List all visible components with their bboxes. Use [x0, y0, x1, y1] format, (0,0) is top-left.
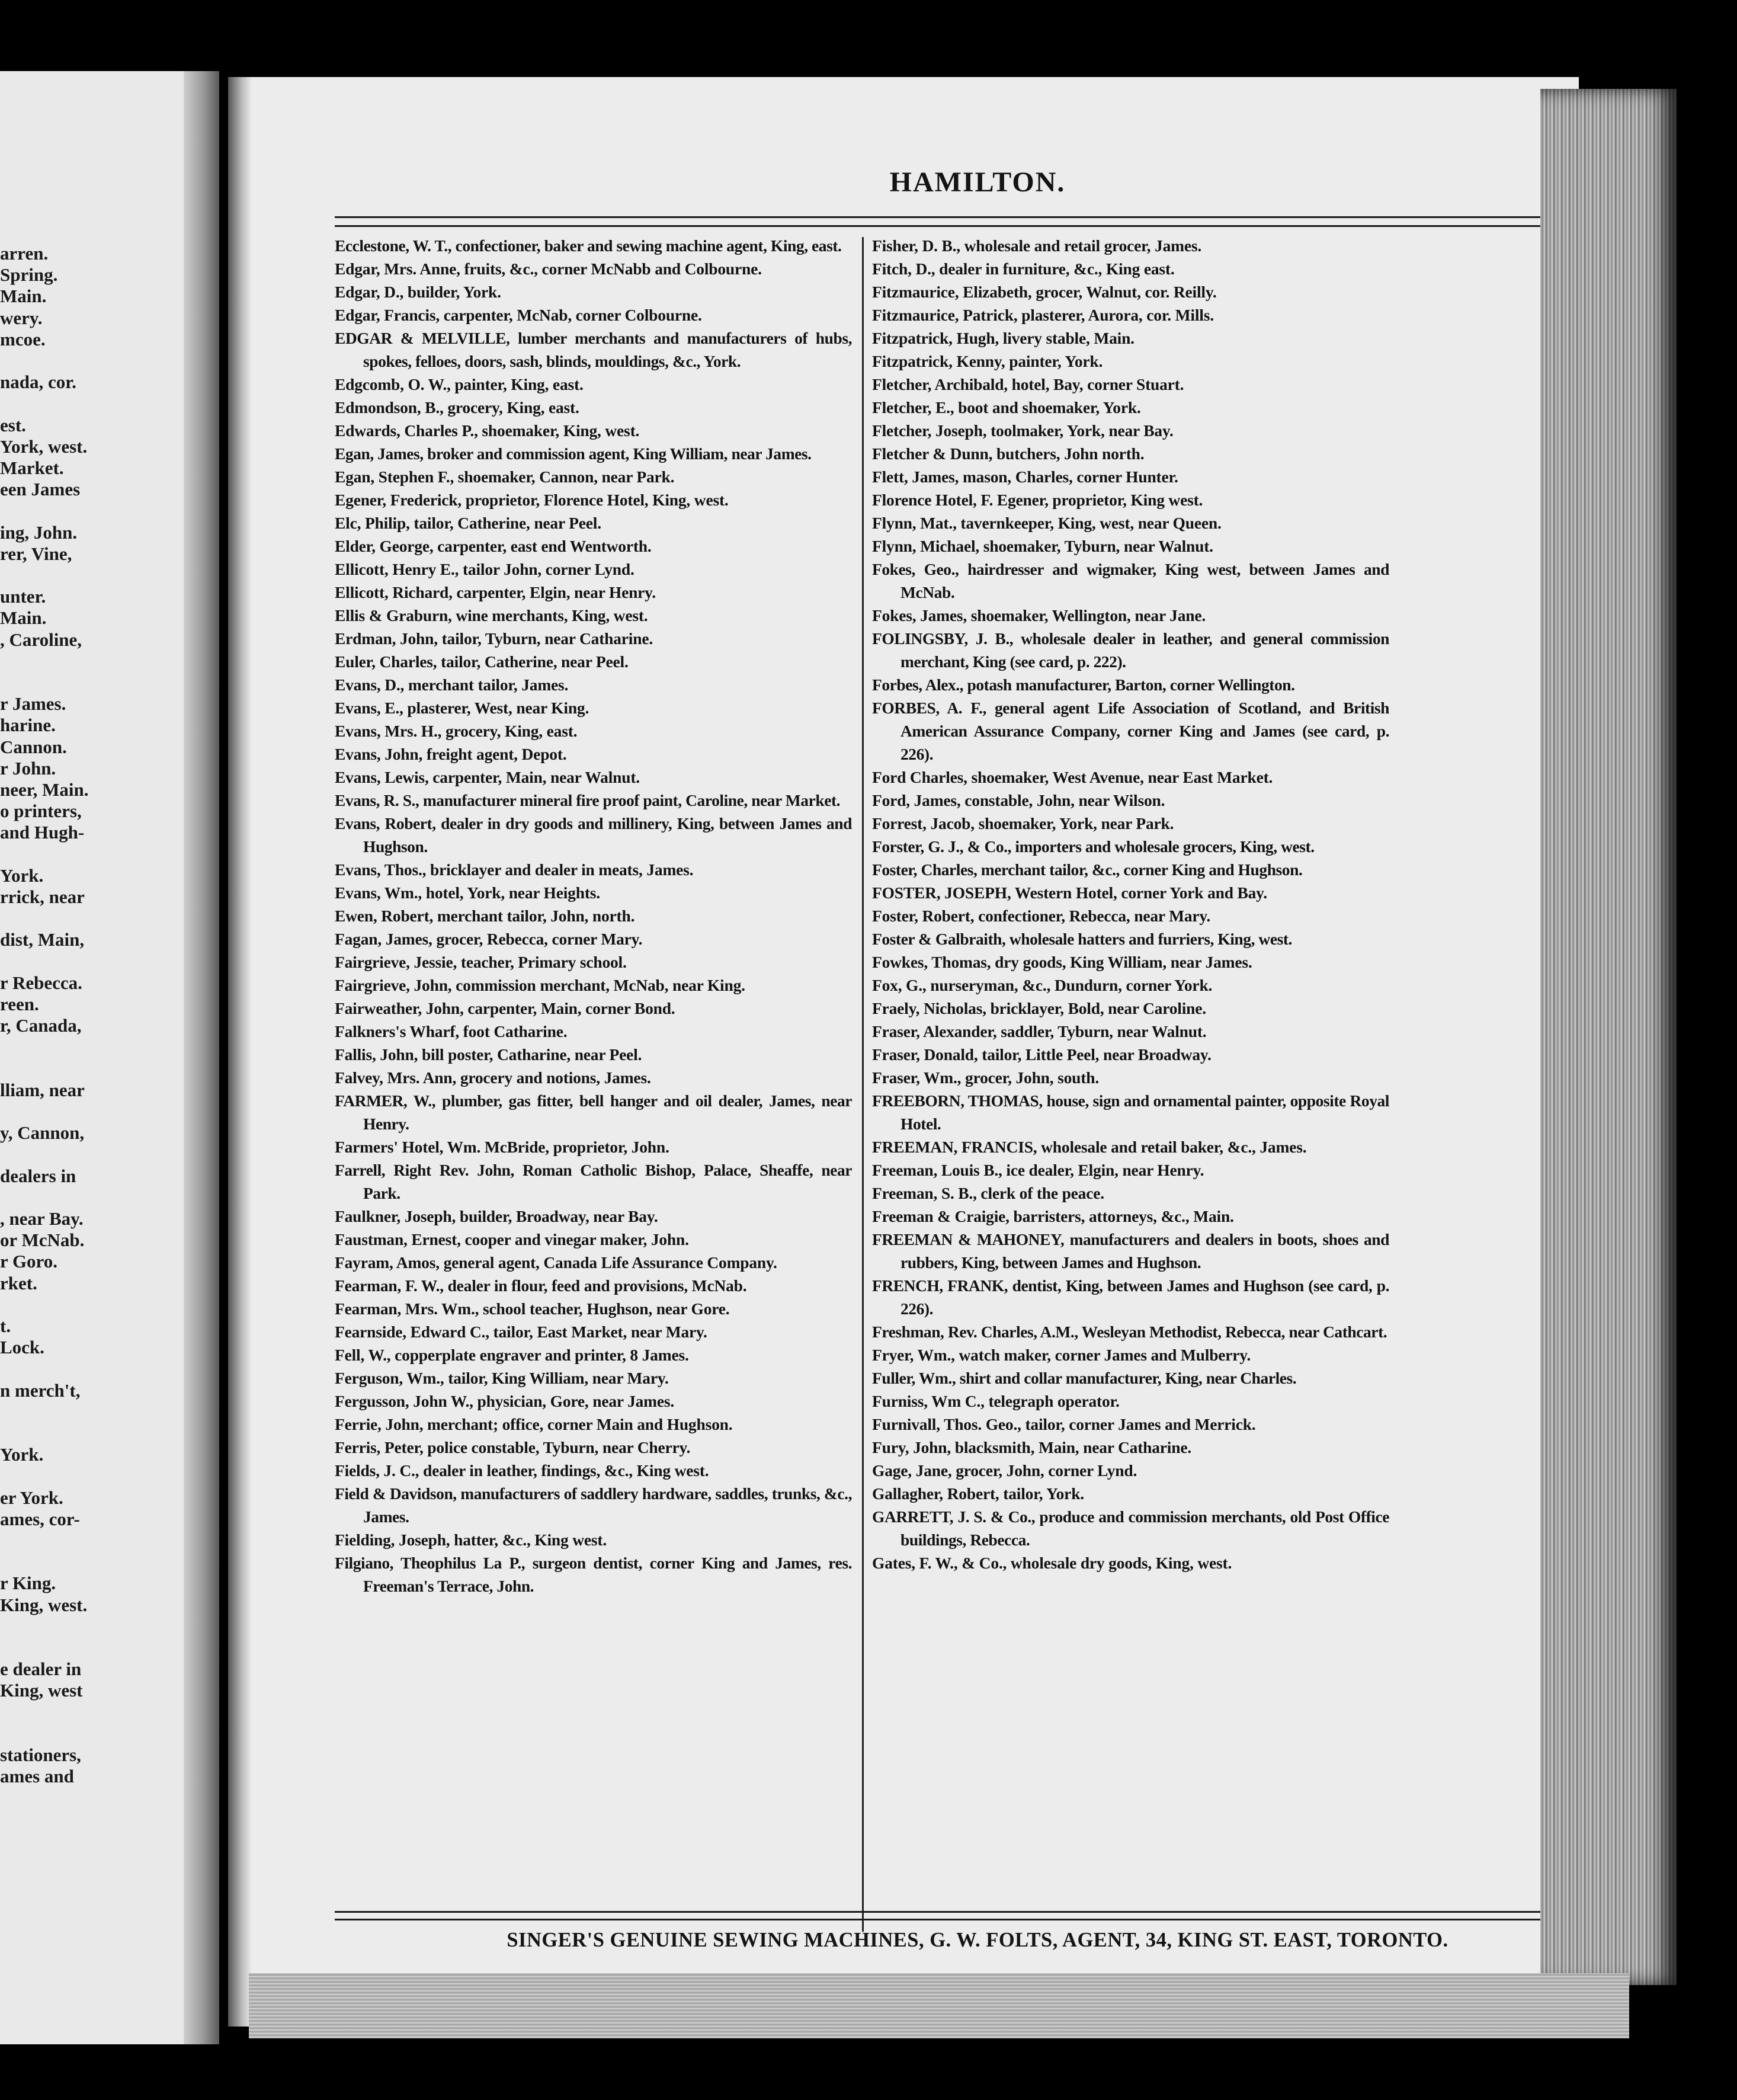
directory-entry: Evans, Lewis, carpenter, Main, near Walnut. — [335, 768, 640, 786]
left-page-fragment: dist, Main, — [0, 929, 85, 950]
left-page-fragment: , Caroline, — [0, 629, 82, 650]
directory-entry: Evans, Robert, dealer in dry goods and millinery, King, between James and Hughson. — [335, 814, 852, 856]
directory-entry: Fraser, Alexander, saddler, Tyburn, near Walnut. — [872, 1022, 1207, 1041]
directory-entry: Foster & Galbraith, wholesale hatters and furriers, King, west. — [872, 930, 1292, 948]
left-page-fragment: Market. — [0, 457, 64, 478]
directory-entry: Farrell, Right Rev. John, Roman Catholic Bishop, Palace, Sheaffe, near Park. — [335, 1161, 852, 1202]
left-page-fragment: Main. — [0, 607, 47, 629]
directory-entry: Evans, E., plasterer, West, near King. — [335, 699, 589, 717]
directory-entry: Ellicott, Henry E., tailor John, corner Lynd. — [335, 560, 634, 578]
directory-entry: Forster, G. J., & Co., importers and wholesale grocers, King, west. — [872, 837, 1315, 856]
directory-entry: Fairgrieve, John, commission merchant, McNab, near King. — [335, 976, 745, 994]
directory-entry: Fox, G., nurseryman, &c., Dundurn, corner York. — [872, 976, 1213, 994]
directory-entry: Evans, R. S., manufacturer mineral fire proof paint, Caroline, near Market. — [335, 791, 841, 809]
directory-entry: Fraser, Donald, tailor, Little Peel, near Broadway. — [872, 1045, 1212, 1064]
directory-entry: Fletcher, Joseph, toolmaker, York, near Bay. — [872, 421, 1174, 440]
directory-entry: Fitch, D., dealer in furniture, &c., King east. — [872, 260, 1175, 278]
directory-entry: Fields, J. C., dealer in leather, findings, &c., King west. — [335, 1461, 709, 1480]
left-page-fragment: r John. — [0, 757, 56, 779]
directory-entry: Gage, Jane, grocer, John, corner Lynd. — [872, 1461, 1137, 1480]
left-page-fragment: n merch't, — [0, 1379, 81, 1401]
directory-entry: Ellis & Graburn, wine merchants, King, west. — [335, 606, 648, 625]
directory-entry: Evans, Mrs. H., grocery, King, east. — [335, 722, 578, 740]
left-page-fragment: harine. — [0, 715, 56, 736]
directory-entry: Freeman, Louis B., ice dealer, Elgin, near Henry. — [872, 1161, 1204, 1179]
directory-entry: Edmondson, B., grocery, King, east. — [335, 398, 579, 417]
left-page-fragment: Spring. — [0, 264, 58, 286]
directory-entry: Elder, George, carpenter, east end Wentworth. — [335, 537, 652, 555]
left-page-fragment: stationers, — [0, 1744, 81, 1765]
directory-entry: Ferrie, John, merchant; office, corner Main and Hughson. — [335, 1415, 733, 1433]
left-page-fragment: ing, John. — [0, 521, 78, 543]
directory-entry: Fearman, Mrs. Wm., school teacher, Hughson, near Gore. — [335, 1299, 730, 1318]
directory-entry: Edgar, D., builder, York. — [335, 283, 501, 301]
left-page-fragment: unter. — [0, 586, 46, 607]
left-column — [335, 234, 852, 1598]
left-page-fragment: lliam, near — [0, 1079, 85, 1100]
left-page-fragment: Main. — [0, 286, 47, 307]
directory-entry: Foster, Charles, merchant tailor, &c., corner King and Hughson. — [872, 860, 1303, 879]
left-page-fragment: arren. — [0, 243, 49, 264]
left-page-fragment: King, west — [0, 1680, 83, 1701]
directory-entry: Flynn, Mat., tavernkeeper, King, west, near Queen. — [872, 514, 1222, 532]
directory-entry: Egener, Frederick, proprietor, Florence Hotel, King, west. — [335, 491, 729, 509]
directory-entry: FREEMAN & MAHONEY, manufacturers and dealers in boots, shoes and rubbers, King, between James and Hughson. — [872, 1230, 1389, 1272]
left-page-fragment: t. — [0, 1315, 11, 1336]
directory-entry: Fuller, Wm., shirt and collar manufacturer, King, near Charles. — [872, 1369, 1297, 1387]
directory-entry: Fraely, Nicholas, bricklayer, Bold, near Caroline. — [872, 999, 1206, 1017]
left-page-fragment: er York. — [0, 1487, 63, 1508]
footer-advertisement: SINGER'S GENUINE SEWING MACHINES, G. W. FOLTS, AGENT, 34, KING ST. EAST, TORONTO. — [507, 1929, 1448, 1951]
directory-entry: Filgiano, Theophilus La P., surgeon dentist, corner King and James, res. Freeman's Terrace, John. — [335, 1554, 852, 1595]
directory-entry: Fowkes, Thomas, dry goods, King William, near James. — [872, 953, 1252, 971]
directory-entry: Fairgrieve, Jessie, teacher, Primary school. — [335, 953, 627, 971]
left-page-fragment: dealers in — [0, 1165, 76, 1186]
left-page-fragment: rer, Vine, — [0, 543, 72, 564]
directory-entry: Fell, W., copperplate engraver and printer, 8 James. — [335, 1346, 689, 1364]
left-page-fragment: Lock. — [0, 1337, 44, 1358]
header-double-rule — [335, 216, 1620, 227]
directory-entry: Falkners's Wharf, foot Catharine. — [335, 1022, 568, 1041]
directory-entry: Fletcher, E., boot and shoemaker, York. — [872, 398, 1141, 417]
directory-entry: FARMER, W., plumber, gas fitter, bell hanger and oil dealer, James, near Henry. — [335, 1091, 852, 1133]
left-page-fragment: , near Bay. — [0, 1208, 84, 1229]
directory-entry: Ewen, Robert, merchant tailor, John, north. — [335, 907, 635, 925]
left-page-gutter-shadow — [184, 71, 219, 2044]
directory-entry: Field & Davidson, manufacturers of saddlery hardware, saddles, trunks, &c., James. — [335, 1484, 852, 1526]
left-page-fragment: Cannon. — [0, 736, 67, 757]
directory-entry: Fitzmaurice, Patrick, plasterer, Aurora, cor. Mills. — [872, 306, 1214, 324]
directory-entry: Freshman, Rev. Charles, A.M., Wesleyan Methodist, Rebecca, near Cathcart. — [872, 1323, 1387, 1341]
left-page-fragment: r Rebecca. — [0, 972, 82, 993]
left-page-fragment: rket. — [0, 1272, 37, 1294]
directory-entry: Elc, Philip, tailor, Catherine, near Peel. — [335, 514, 601, 532]
directory-entry: Erdman, John, tailor, Tyburn, near Catharine. — [335, 629, 653, 648]
directory-entry: Fletcher & Dunn, butchers, John north. — [872, 444, 1145, 463]
directory-entry: Evans, D., merchant tailor, James. — [335, 676, 569, 694]
page-bottom-edge — [249, 1973, 1629, 2038]
directory-entry: Freeman, S. B., clerk of the peace. — [872, 1184, 1104, 1202]
left-page-fragment: York. — [0, 1444, 44, 1465]
directory-entry: Edwards, Charles P., shoemaker, King, west. — [335, 421, 640, 440]
directory-entry: FRENCH, FRANK, dentist, King, between James and Hughson (see card, p. 226). — [872, 1276, 1389, 1318]
left-page-fragment: wery. — [0, 307, 43, 328]
directory-entry: Egan, James, broker and commission agent, King William, near James. — [335, 444, 812, 463]
left-page-fragment: est. — [0, 414, 26, 436]
left-page-fragment: neer, Main. — [0, 779, 89, 800]
column-divider — [862, 237, 864, 1932]
left-page-fragment: rrick, near — [0, 886, 85, 907]
directory-entry: FORBES, A. F., general agent Life Association of Scotland, and British American Assurance Company, corner King and James (see card, p. 226). — [872, 699, 1389, 763]
directory-entry: Ferris, Peter, police constable, Tyburn, near Cherry. — [335, 1438, 691, 1456]
directory-entry: Fielding, Joseph, hatter, &c., King west. — [335, 1531, 607, 1549]
left-page-fragment: York. — [0, 865, 44, 886]
left-page-fragment: King, west. — [0, 1594, 88, 1615]
directory-entry: Fitzmaurice, Elizabeth, grocer, Walnut, cor. Reilly. — [872, 283, 1217, 301]
directory-entry: Furniss, Wm C., telegraph operator. — [872, 1392, 1120, 1410]
left-page-fragment: een James — [0, 479, 81, 500]
directory-entry: Fairweather, John, carpenter, Main, corner Bond. — [335, 999, 675, 1017]
left-page-fragment: York, west. — [0, 436, 88, 457]
directory-entry: Faustman, Ernest, cooper and vinegar maker, John. — [335, 1230, 689, 1249]
right-column — [872, 234, 1389, 1574]
directory-entry: Gallagher, Robert, tailor, York. — [872, 1484, 1084, 1503]
left-page-fragment: or McNab. — [0, 1230, 85, 1251]
left-page-fragment: and Hugh- — [0, 822, 85, 843]
directory-entry: Forrest, Jacob, shoemaker, York, near Park. — [872, 814, 1174, 833]
directory-entry: Freeman & Craigie, barristers, attorneys, &c., Main. — [872, 1207, 1234, 1225]
directory-entry: Farmers' Hotel, Wm. McBride, proprietor, John. — [335, 1138, 669, 1156]
directory-entry: FREEBORN, THOMAS, house, sign and ornamental painter, opposite Royal Hotel. — [872, 1091, 1389, 1133]
directory-entry: Falvey, Mrs. Ann, grocery and notions, James. — [335, 1068, 651, 1087]
page-edges-stack — [1540, 89, 1677, 1985]
left-page-fragment: r Goro. — [0, 1251, 58, 1272]
directory-entry: Fearnside, Edward C., tailor, East Market, near Mary. — [335, 1323, 707, 1341]
directory-entry: Edgar, Mrs. Anne, fruits, &c., corner McNabb and Colbourne. — [335, 260, 762, 278]
directory-entry: Fagan, James, grocer, Rebecca, corner Mary. — [335, 930, 643, 948]
page-title: HAMILTON. — [889, 167, 1066, 198]
directory-entry: EDGAR & MELVILLE, lumber merchants and manufacturers of hubs, spokes, felloes, doors, sash, blinds, mouldings, &c., York. — [335, 329, 852, 370]
directory-entry: Foster, Robert, confectioner, Rebecca, near Mary. — [872, 907, 1211, 925]
directory-entry: Ford Charles, shoemaker, West Avenue, near East Market. — [872, 768, 1273, 786]
directory-entry: Fitzpatrick, Hugh, livery stable, Main. — [872, 329, 1135, 347]
left-page-fragment: ames, cor- — [0, 1508, 80, 1529]
directory-entry: Flett, James, mason, Charles, corner Hunter. — [872, 468, 1178, 486]
directory-entry: Furnivall, Thos. Geo., tailor, corner James and Merrick. — [872, 1415, 1256, 1433]
directory-entry: Fokes, James, shoemaker, Wellington, near Jane. — [872, 606, 1206, 625]
directory-entry: Fearman, F. W., dealer in flour, feed and provisions, McNab. — [335, 1276, 747, 1295]
footer-double-rule — [335, 1911, 1620, 1920]
directory-entry: Fitzpatrick, Kenny, painter, York. — [872, 352, 1103, 370]
directory-entry: Forbes, Alex., potash manufacturer, Barton, corner Wellington. — [872, 676, 1295, 694]
left-page-fragment: mcoe. — [0, 328, 46, 350]
page-binding-shadow — [228, 77, 252, 2027]
directory-entry: Fokes, Geo., hairdresser and wigmaker, King west, between James and McNab. — [872, 560, 1389, 601]
directory-entry: Fryer, Wm., watch maker, corner James and Mulberry. — [872, 1346, 1251, 1364]
directory-columns — [335, 234, 1620, 1935]
directory-entry: Euler, Charles, tailor, Catherine, near Peel. — [335, 652, 629, 671]
directory-entry: Fraser, Wm., grocer, John, south. — [872, 1068, 1099, 1087]
directory-entry: Florence Hotel, F. Egener, proprietor, King west. — [872, 491, 1203, 509]
directory-entry: Evans, Thos., bricklayer and dealer in meats, James. — [335, 860, 694, 879]
left-page-fragment: reen. — [0, 994, 39, 1014]
left-page-fragment: r, Canada, — [0, 1015, 82, 1036]
directory-entry: Ellicott, Richard, carpenter, Elgin, near Henry. — [335, 583, 656, 601]
directory-entry: Evans, Wm., hotel, York, near Heights. — [335, 883, 600, 902]
directory-page — [228, 77, 1579, 2027]
directory-entry: Flynn, Michael, shoemaker, Tyburn, near Walnut. — [872, 537, 1213, 555]
directory-entry: Ferguson, Wm., tailor, King William, near Mary. — [335, 1369, 669, 1387]
directory-entry: GARRETT, J. S. & Co., produce and commission merchants, old Post Office buildings, Rebecca. — [872, 1507, 1389, 1549]
directory-entry: Edgar, Francis, carpenter, McNab, corner Colbourne. — [335, 306, 702, 324]
directory-entry: Ford, James, constable, John, near Wilson. — [872, 791, 1165, 809]
directory-entry: Gates, F. W., & Co., wholesale dry goods, King, west. — [872, 1554, 1232, 1572]
directory-entry: Egan, Stephen F., shoemaker, Cannon, near Park. — [335, 468, 675, 486]
directory-entry: Fletcher, Archibald, hotel, Bay, corner Stuart. — [872, 375, 1184, 393]
left-page-fragment: y, Cannon, — [0, 1122, 85, 1144]
left-facing-page — [0, 71, 219, 2044]
directory-entry: Fallis, John, bill poster, Catharine, near Peel. — [335, 1045, 642, 1064]
left-page-fragment: r James. — [0, 693, 66, 715]
directory-entry: FOSTER, JOSEPH, Western Hotel, corner York and Bay. — [872, 883, 1267, 902]
running-head — [335, 166, 1620, 213]
directory-entry: Fayram, Amos, general agent, Canada Life Assurance Company. — [335, 1253, 777, 1272]
left-page-fragment: o printers, — [0, 801, 82, 822]
left-page-fragment: nada, cor. — [0, 372, 76, 393]
directory-entry: Edgcomb, O. W., painter, King, east. — [335, 375, 584, 393]
directory-entry: Fury, John, blacksmith, Main, near Catharine. — [872, 1438, 1192, 1456]
left-page-fragment: r King. — [0, 1573, 56, 1594]
left-page-fragment: e dealer in — [0, 1659, 82, 1680]
left-page-fragment: ames and — [0, 1766, 74, 1787]
directory-entry: Faulkner, Joseph, builder, Broadway, near Bay. — [335, 1207, 658, 1225]
directory-entry: Fergusson, John W., physician, Gore, near James. — [335, 1392, 675, 1410]
directory-entry: Evans, John, freight agent, Depot. — [335, 745, 567, 763]
directory-entry: FREEMAN, FRANCIS, wholesale and retail baker, &c., James. — [872, 1138, 1307, 1156]
directory-entry: FOLINGSBY, J. B., wholesale dealer in leather, and general commission merchant, King (see card, p. 222). — [872, 629, 1389, 671]
directory-entry: Ecclestone, W. T., confectioner, baker and sewing machine agent, King, east. — [335, 236, 842, 255]
directory-entry: Fisher, D. B., wholesale and retail grocer, James. — [872, 236, 1202, 255]
